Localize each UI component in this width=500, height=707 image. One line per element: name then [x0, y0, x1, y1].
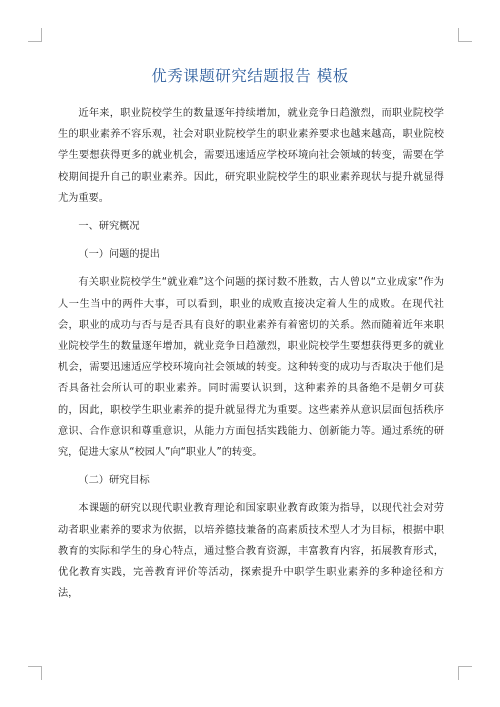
- crop-mark-top-left-h: [28, 41, 42, 42]
- document-title: 优秀课题研究结题报告 模板: [151, 67, 349, 85]
- crop-mark-bottom-right-h: [458, 666, 472, 667]
- crop-mark-top-right-h: [458, 41, 472, 42]
- crop-mark-bottom-left-h: [28, 666, 42, 667]
- crop-mark-top-right-v: [458, 28, 459, 42]
- problem-paragraph: 有关职业院校学生“就业难”这个问题的探讨数不胜数，古人曾以“立业成家”作为人一生当中的两件大事，可以看到，职业的成败直接决定着人生的成败。在现代社会，职业的成功与否与是否具有良好的职业素养有着密切的关系。然而随着近年来职业院校学生的数量逐年增加，就业竞争日趋激烈，职业院校学生要想获得更多的就业机会，需要迅速适应学校环境向社会领域的转变。这种转变的成功与否取决于他们是否具备社会所认可的职业素养。同时需要认识到，这种素养的具备绝不是朝夕可获的，因此，职校学生职业素养的提升就显得尤为重要。这些素养从意识层面包括秩序意识、合作意识和尊重意识，从能力方面包括实践能力、创新能力等。通过系统的研究，促进大家从“校园人”向“职业人”的转变。: [58, 277, 444, 459]
- intro-paragraph: 近年来，职业院校学生的数量逐年持续增加，就业竞争日趋激烈，而职业院校学生的职业素养不容乐观，社会对职业院校学生的职业素养要求也越来越高，职业院校学生要想获得更多的就业机会，需要迅速适应学校环境向社会领域的转变，需要在学校期间提升自己的职业素养。因此，研究职业院校学生的职业素养现状与提升就显得尤为重要。: [58, 108, 444, 204]
- section-heading-research-overview: 一、研究概况: [78, 221, 140, 233]
- crop-mark-top-left-v: [41, 28, 42, 42]
- crop-mark-bottom-right-v: [458, 666, 459, 680]
- document-body: [58, 103, 444, 604]
- subsection-heading-goals: （二）研究目标: [78, 475, 150, 487]
- subsection-heading-problem: （一）问题的提出: [78, 249, 160, 261]
- goals-paragraph: 本课题的研究以现代职业教育理论和国家职业教育政策为指导，以现代社会对劳动者职业素养的要求为依据，以培养德技兼备的高素质技术型人才为目标，根据中职教育的实际和学生的身心特点，通过整合教育资源，丰富教育内容，拓展教育形式，优化教育实践，完善教育评价等活动，探索提升中职学生职业素养的多种途径和方法，: [58, 503, 444, 600]
- crop-mark-bottom-left-v: [41, 666, 42, 680]
